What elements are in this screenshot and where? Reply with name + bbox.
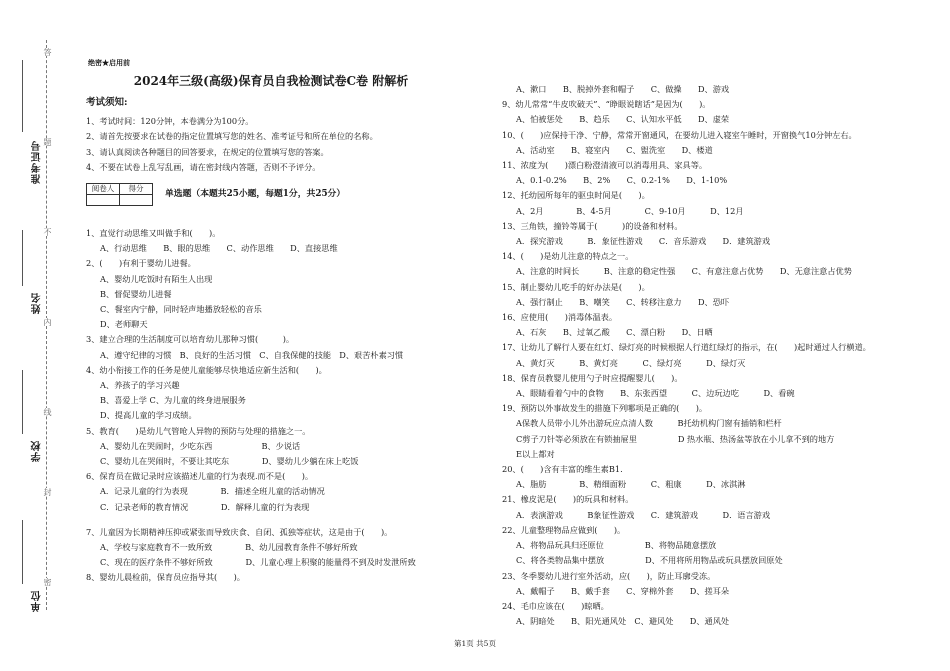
answer-options: A、婴幼儿在哭闹时，少吃东西 B、少说话 bbox=[100, 440, 301, 451]
left-column bbox=[86, 58, 456, 586]
question-stem: 8、婴幼儿晨检前，保育员应指导其( )。 bbox=[86, 572, 245, 583]
answer-options: B、督促婴幼儿进餐 bbox=[100, 288, 172, 299]
name-label: 姓名 bbox=[32, 292, 43, 314]
question-stem: 22、儿童整理物品应做到( )。 bbox=[502, 524, 626, 535]
question-stem: 5、教育( )是幼儿气管呛人异物的预防与处理的措施之一。 bbox=[86, 425, 311, 436]
page-footer: 第1页 共5页 bbox=[454, 639, 496, 648]
question-stem: 15、制止婴幼儿吃手的好办法是( )。 bbox=[502, 281, 650, 292]
score-cell[interactable] bbox=[120, 195, 153, 206]
seal-mark: 线 bbox=[43, 408, 52, 416]
answer-options: C、将各类物品集中摆放 D、不用将所用物品或玩具摆放回原处 bbox=[516, 555, 783, 566]
section-title: 单选题（本题共25小题，每题1分，共25分） bbox=[165, 188, 346, 199]
unit-label: 单位 bbox=[32, 590, 43, 612]
question-stem: 11、浓度为( )漂白粉澄清液可以消毒用具、家具等。 bbox=[502, 160, 708, 171]
question-stem: 12、托幼园所每年的驱虫时间是( )。 bbox=[502, 190, 650, 201]
question-stem: 1、直觉行动思维又叫做手和( )。 bbox=[86, 228, 221, 239]
answer-options: A、怕被惩处 B、趋乐 C、认知水平低 D、虚荣 bbox=[516, 114, 730, 125]
notice-item: 2、请首先按要求在试卷的指定位置填写您的姓名、准考证号和所在单位的名称。 bbox=[86, 131, 378, 142]
answer-options: D、老师聊天 bbox=[100, 319, 148, 330]
answer-options: A、强行制止 B、嘲笑 C、转移注意力 D、恐吓 bbox=[516, 296, 730, 307]
answer-options: C、餐室内宁静，同时轻声地播放轻松的音乐 bbox=[100, 304, 262, 315]
answer-options: C、现在的医疗条件不够好所致 D、儿童心理上积聚的能量得不到及时发泄所致 bbox=[100, 557, 416, 568]
question-stem: 19、预防以外事故发生的措施下列哪项是正确的( )。 bbox=[502, 403, 708, 414]
unit-field[interactable] bbox=[22, 520, 23, 584]
answer-options: E以上都对 bbox=[516, 448, 555, 459]
answer-options: A．探究游戏 B．象征性游戏 C．音乐游戏 D．建筑游戏 bbox=[516, 236, 771, 247]
question-stem: 6、保育员在做记录时应该描述儿童的行为表现.而不是( )。 bbox=[86, 471, 314, 482]
spacer bbox=[86, 212, 456, 226]
seal-mark: 内 bbox=[43, 318, 52, 326]
answer-options: A、活动室 B、寝室内 C、盥洗室 D、楼道 bbox=[516, 144, 713, 155]
notice-heading: 考试须知: bbox=[86, 97, 128, 108]
question-stem: 23、冬季婴幼儿进行室外活动，应( )，防止耳廓受冻。 bbox=[502, 570, 716, 581]
spacer bbox=[86, 515, 456, 525]
answer-options: A、阴暗处 B、阳光通风处 C、避风处 D、通风处 bbox=[516, 616, 730, 627]
question-stem: 13、三角铁，撞铃等属于( )的设备和材料。 bbox=[502, 220, 683, 231]
answer-options: C、婴幼儿在哭闹时，不要让其吃东 D、婴幼儿少躺在床上吃饭 bbox=[100, 456, 359, 467]
notice-list bbox=[86, 114, 456, 175]
answer-options: A、眼睛看着勺中的食物 B、东张西望 C、边玩边吃 D、看碗 bbox=[516, 388, 795, 399]
exam-title: 2024年三级(高级)保育员自我检测试卷C卷 附解析 bbox=[133, 74, 409, 88]
seal-mark: 封 bbox=[43, 488, 52, 496]
seal-mark: 不 bbox=[43, 228, 52, 236]
reviewer-header: 阅卷人 bbox=[87, 184, 120, 195]
notice-item: 4、不要在试卷上乱写乱画，请在密封线内答题，否则不予评分。 bbox=[86, 161, 321, 172]
question-list-right bbox=[502, 82, 902, 629]
notice-item: 3、请认真阅读各种题目的回答要求，在规定的位置填写您的答案。 bbox=[86, 146, 329, 157]
answer-options: A、注意的时间长 B、注意的稳定性强 C、有意注意占优势 D、无意注意占优势 bbox=[516, 266, 852, 277]
answer-options: D、提高儿童的学习成绩。 bbox=[100, 410, 197, 421]
answer-options: A、漱口 B、脱掉外套和帽子 C、做操 D、游戏 bbox=[516, 84, 730, 94]
answer-options: A、将物品玩具归还原位 B、将物品随意摆放 bbox=[516, 540, 717, 551]
answer-options: A、行动思维 B、眼的思维 C、动作思维 D、直接思维 bbox=[100, 243, 338, 254]
question-list-left bbox=[86, 226, 456, 586]
score-header: 得分 bbox=[120, 184, 153, 195]
question-stem: 7、儿童因为长期精神压抑或紧张而导致庆食、自闭、孤独等症状，这是由于( )。 bbox=[86, 526, 393, 537]
question-stem: 9、幼儿常常“牛皮吹破天”、“睁眼说瞎话”是因为( )。 bbox=[502, 99, 711, 110]
school-field[interactable] bbox=[22, 370, 23, 434]
question-stem: 18、保育员教婴儿使用勺子时应提醒婴儿( )。 bbox=[502, 372, 683, 383]
notice-item: 1、考试时间：120分钟，本卷满分为100分。 bbox=[86, 116, 254, 127]
answer-options: C剪子刀针等必须放在有锁抽屉里 D 热水瓶、热汤盆等放在小儿拿不到的地方 bbox=[516, 433, 835, 444]
name-field[interactable] bbox=[22, 230, 23, 286]
exam-number-field[interactable] bbox=[22, 60, 23, 132]
question-stem: 16、应使用( )消毒体温表。 bbox=[502, 312, 618, 323]
right-column bbox=[502, 82, 902, 629]
answer-options: A、戴帽子 B、戴手套 C、穿棉外套 D、搓耳朵 bbox=[516, 585, 730, 596]
question-stem: 24、毛巾应该在( )晾晒。 bbox=[502, 600, 609, 611]
answer-options: C．记录老师的教育情况 D．解释儿童的行为表现 bbox=[100, 501, 310, 512]
answer-options: A、黄灯灭 B、黄灯亮 C、绿灯亮 D、绿灯灭 bbox=[516, 357, 746, 368]
score-table bbox=[86, 183, 153, 206]
answer-options: A．表演游戏 B象征性游戏 C．建筑游戏 D．语言游戏 bbox=[516, 509, 771, 520]
question-stem: 4、幼小衔接工作的任务是使儿童能够尽快地适应新生活和( )。 bbox=[86, 364, 327, 375]
question-stem: 10、( )应保持干净、宁静，常常开窗通风，在要幼儿进入寝室午睡时，开窗换气10分钟左右。 bbox=[502, 129, 857, 140]
answer-options: A、石灰 B、过氧乙酸 C、漂白粉 D、日晒 bbox=[516, 327, 713, 338]
answer-options: A、养孩子的学习兴趣 bbox=[100, 380, 180, 391]
school-label: 学校 bbox=[32, 440, 43, 462]
answer-options: A保教人员带小儿外出游玩应点清人数 B托幼机构门窗有插销和栏杆 bbox=[516, 418, 782, 429]
seal-mark: 题 bbox=[43, 138, 52, 146]
answer-options: A、脂肪 B、精细面粉 C、粗康 D、冰淇淋 bbox=[516, 479, 746, 490]
score-section bbox=[86, 183, 456, 206]
exam-number-label: 准考证号 bbox=[32, 140, 43, 184]
seal-mark: 密 bbox=[43, 578, 52, 586]
answer-options: B、喜爱上学 C、为儿童的终身进展服务 bbox=[100, 395, 246, 406]
question-stem: 17、让幼儿了解行人要在红灯、绿灯亮的时候根据人行道红绿灯的指示，在( )起时通过人行横道。 bbox=[502, 342, 871, 353]
answer-options: A、遵守纪律的习惯 B、良好的生活习惯 C、自我保健的技能 D、艰苦朴素习惯 bbox=[100, 349, 404, 360]
answer-options: A、婴幼儿吃饭时有陌生人出现 bbox=[100, 273, 213, 284]
binding-margin bbox=[0, 0, 70, 671]
question-stem: 20、( )含有丰富的维生素B1. bbox=[502, 464, 623, 475]
question-stem: 14、( )是幼儿注意的特点之一。 bbox=[502, 251, 634, 262]
question-stem: 2、( )有利于婴幼儿进餐。 bbox=[86, 258, 196, 269]
answer-options: A．记录儿童的行为表现 B．描述全班儿童的活动情况 bbox=[100, 486, 325, 497]
answer-options: A、0.1-0.2% B、2% C、0.2-1% D、1-10% bbox=[516, 175, 728, 186]
confidential-label: 绝密★启用前 bbox=[88, 58, 130, 67]
seal-mark: 答 bbox=[43, 48, 52, 56]
answer-options: A、2月 B、4-5月 C、9-10月 D、12月 bbox=[516, 205, 744, 216]
question-stem: 3、建立合理的生活制度可以培育幼儿那种习惯( )。 bbox=[86, 334, 295, 345]
question-stem: 21、橡皮泥是( )的玩具和材料。 bbox=[502, 494, 634, 505]
reviewer-cell[interactable] bbox=[87, 195, 120, 206]
answer-options: A、学校与家庭教育不一致所致 B、幼儿园教育条件不够好所致 bbox=[100, 542, 358, 553]
